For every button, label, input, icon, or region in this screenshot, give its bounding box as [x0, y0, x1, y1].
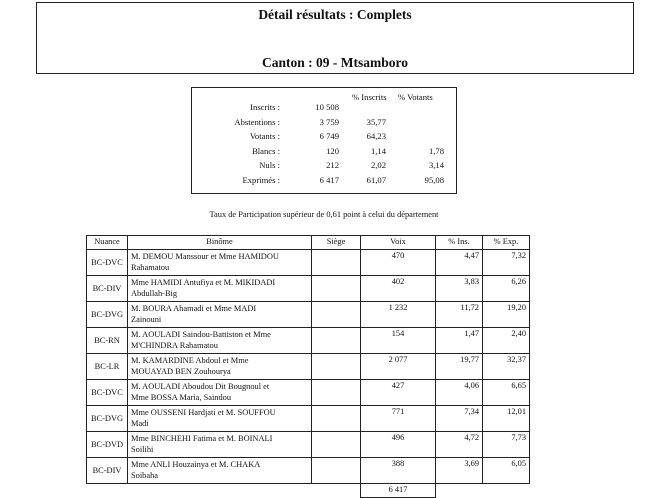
summary-pct-inscrits: 64,23	[366, 131, 386, 141]
summary-row	[192, 160, 456, 172]
cell-pct-ins: 4,06	[436, 380, 483, 406]
binome-line-2: MOUAYAD BEN Zouhourya	[131, 367, 231, 376]
cell-voix: 388	[361, 458, 436, 484]
cell-nuance: BC-RN	[87, 328, 128, 354]
cell-binome	[128, 250, 312, 276]
total-row	[87, 484, 530, 498]
cell-pct-ins: 19,77	[436, 354, 483, 380]
results-header-row	[87, 236, 530, 250]
cell-nuance: BC-DVC	[87, 380, 128, 406]
summary-pct-inscrits: 61,07	[366, 174, 386, 185]
summary-value: 6 417	[319, 174, 339, 185]
summary-pct-inscrits: 35,77	[366, 116, 386, 127]
summary-value: 10 508	[315, 102, 339, 112]
binome-line-1: Mme BINCHEHI Fatima et M. BOINALI	[131, 434, 273, 443]
cell-nuance: BC-DVG	[87, 406, 128, 432]
summary-header-pct-inscrits: % Inscrits	[352, 92, 387, 102]
cell-voix: 427	[361, 380, 436, 406]
table-row	[87, 250, 530, 276]
results-table	[86, 235, 530, 498]
header-box	[36, 2, 634, 74]
cell-siege	[312, 380, 361, 406]
cell-voix: 470	[361, 250, 436, 276]
summary-label: Abstentions :	[234, 116, 280, 127]
cell-voix: 154	[361, 328, 436, 354]
total-blank-cell	[87, 484, 128, 498]
cell-nuance: BC-DIV	[87, 458, 128, 484]
cell-binome	[128, 354, 312, 380]
total-blank-cell	[312, 484, 361, 498]
cell-pct-exp: 12,01	[483, 406, 530, 432]
cell-pct-ins: 7,34	[436, 406, 483, 432]
cell-nuance: BC-DVD	[87, 432, 128, 458]
table-row	[87, 406, 530, 432]
canton-title: Canton : 09 - Mtsamboro	[262, 55, 408, 70]
cell-pct-exp: 19,20	[483, 302, 530, 328]
cell-pct-exp: 2,40	[483, 328, 530, 354]
summary-box	[191, 87, 457, 194]
cell-binome	[128, 380, 312, 406]
header-voix: Voix	[361, 236, 436, 250]
summary-row	[192, 175, 456, 187]
cell-binome	[128, 406, 312, 432]
cell-pct-ins: 11,72	[436, 302, 483, 328]
cell-pct-ins: 4,72	[436, 432, 483, 458]
binome-line-2: Rahamatou	[131, 263, 170, 272]
header-siege: Siège	[312, 236, 361, 250]
cell-pct-ins: 1,47	[436, 328, 483, 354]
cell-pct-exp: 7,32	[483, 250, 530, 276]
summary-label: Exprimés :	[242, 174, 280, 185]
summary-row	[192, 117, 456, 129]
binome-line-1: M. AOULADI Saindou-Battiston et Mme	[131, 330, 271, 339]
cell-voix: 2 077	[361, 354, 436, 380]
cell-binome	[128, 328, 312, 354]
results-body	[87, 250, 530, 498]
summary-header-pct-votants: % Votants	[398, 92, 433, 102]
table-row	[87, 328, 530, 354]
binome-line-1: M. AOULADI Aboudou Dit Bougnoul et	[131, 382, 270, 391]
summary-pct-votants: 1,78	[428, 145, 444, 156]
binome-line-2: Zainouni	[131, 315, 162, 324]
binome-line-2: Madi	[131, 419, 149, 428]
participation-note: Taux de Participation supérieur de 0,61 point à celui du département	[209, 210, 439, 219]
summary-pct-inscrits: 2,02	[370, 160, 386, 170]
summary-row	[192, 102, 456, 114]
cell-pct-exp: 6,05	[483, 458, 530, 484]
binome-line-1: M. KAMARDINE Abdoul et Mme	[131, 356, 249, 365]
summary-label: Votants :	[249, 131, 280, 141]
cell-binome	[128, 432, 312, 458]
binome-line-2: M'CHINDRA Rahamatou	[131, 341, 218, 350]
cell-siege	[312, 302, 361, 328]
cell-pct-ins: 4,47	[436, 250, 483, 276]
cell-nuance: BC-DIV	[87, 276, 128, 302]
cell-siege	[312, 354, 361, 380]
cell-pct-exp: 6,65	[483, 380, 530, 406]
total-blank-cell	[128, 484, 312, 498]
binome-line-2: Mme BOSSA Maria, Saindou	[131, 393, 232, 402]
cell-pct-ins: 3,83	[436, 276, 483, 302]
binome-line-1: Mme HAMIDI Antufiya et M. MIKIDADI	[131, 278, 276, 287]
cell-pct-ins: 3,69	[436, 458, 483, 484]
cell-siege	[312, 406, 361, 432]
cell-voix: 771	[361, 406, 436, 432]
summary-value: 212	[326, 160, 339, 170]
cell-siege	[312, 432, 361, 458]
total-blank-cell	[483, 484, 530, 498]
cell-binome	[128, 302, 312, 328]
summary-value: 120	[326, 145, 339, 156]
cell-voix: 496	[361, 432, 436, 458]
cell-nuance: BC-LR	[87, 354, 128, 380]
table-row	[87, 354, 530, 380]
binome-line-1: M. BOURA Ahamadi et Mme MADI	[131, 304, 257, 313]
summary-row	[192, 131, 456, 143]
total-voix: 6 417	[361, 484, 436, 498]
summary-pct-inscrits: 1,14	[370, 145, 386, 156]
cell-nuance: BC-DVC	[87, 250, 128, 276]
summary-pct-votants: 95,08	[424, 174, 444, 185]
cell-binome	[128, 276, 312, 302]
binome-line-2: Soibaha	[131, 471, 158, 480]
header-binome: Binôme	[128, 236, 312, 250]
cell-pct-exp: 7,73	[483, 432, 530, 458]
total-blank-cell	[436, 484, 483, 498]
summary-label: Nuls :	[259, 160, 280, 170]
table-row	[87, 432, 530, 458]
header-nuance: Nuance	[87, 236, 128, 250]
cell-pct-exp: 6,26	[483, 276, 530, 302]
binome-line-2: Abdullah-Big	[131, 289, 178, 298]
table-row	[87, 458, 530, 484]
summary-label: Inscrits :	[250, 102, 280, 112]
binome-line-1: Mme ANLI Houzainya et M. CHAKA	[131, 460, 261, 469]
cell-nuance: BC-DVG	[87, 302, 128, 328]
summary-row	[192, 146, 456, 158]
table-row	[87, 276, 530, 302]
table-row	[87, 302, 530, 328]
cell-voix: 1 232	[361, 302, 436, 328]
cell-voix: 402	[361, 276, 436, 302]
summary-label: Blancs :	[252, 145, 280, 156]
summary-value: 6 749	[319, 131, 339, 141]
binome-line-1: M. DEMOU Manssour et Mme HAMIDOU	[131, 252, 279, 261]
header-pct-exp: % Exp.	[483, 236, 530, 250]
binome-line-2: Soilihi	[131, 445, 154, 454]
cell-siege	[312, 458, 361, 484]
cell-pct-exp: 32,37	[483, 354, 530, 380]
summary-value: 3 759	[319, 116, 339, 127]
summary-pct-votants: 3,14	[428, 160, 444, 170]
cell-siege	[312, 276, 361, 302]
binome-line-1: Mme OUSSENI Hardjati et M. SOUFFOU	[131, 408, 276, 417]
cell-binome	[128, 458, 312, 484]
header-pct-ins: % Ins.	[436, 236, 483, 250]
cell-siege	[312, 328, 361, 354]
cell-siege	[312, 250, 361, 276]
table-row	[87, 380, 530, 406]
page-title: Détail résultats : Complets	[258, 7, 412, 22]
